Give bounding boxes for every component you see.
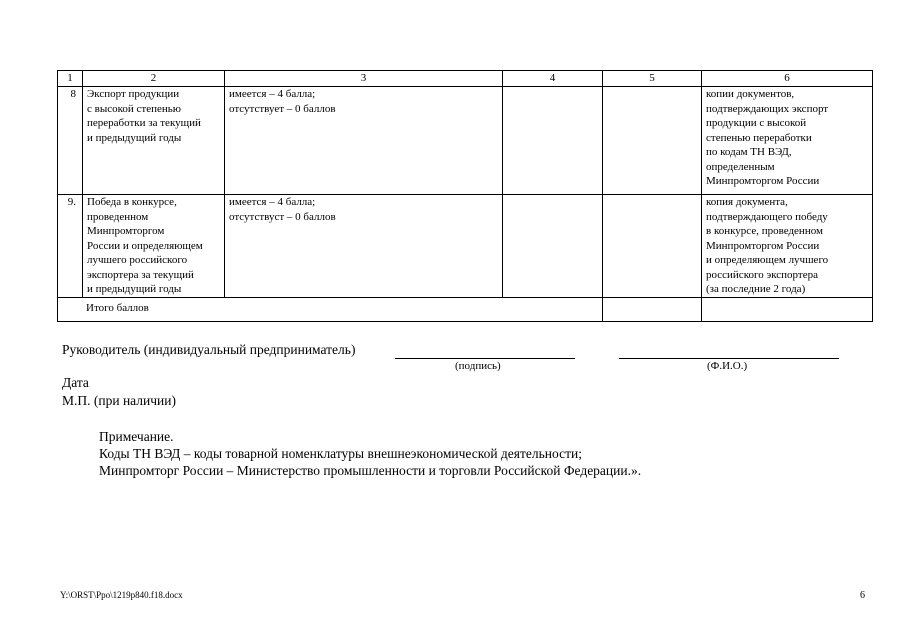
signature-blank	[395, 343, 575, 359]
criterion-cell: Победа в конкурсе, проведенном Минпромторгом России и определяющем лучшего российского экспортера за текущий и предыдущий годы	[83, 195, 225, 298]
signature-caption: (подпись)	[455, 360, 501, 372]
empty-cell	[603, 87, 702, 195]
column-header: 6	[702, 71, 873, 87]
table-row	[58, 195, 873, 298]
empty-cell	[503, 87, 603, 195]
name-caption: (Ф.И.О.)	[707, 360, 748, 372]
total-label: Итого баллов	[58, 298, 603, 322]
column-header: 4	[503, 71, 603, 87]
page-number: 6	[860, 590, 865, 601]
points-cell: имеется – 4 балла; отсутствуст – 0 баллов	[225, 195, 503, 298]
criterion-cell: Экспорт продукции с высокой степенью переработки за текущий и предыдущий годы	[83, 87, 225, 195]
column-header: 1	[58, 71, 83, 87]
note-title: Примечание.	[99, 429, 174, 444]
empty-cell	[603, 195, 702, 298]
table-row	[58, 87, 873, 195]
empty-cell	[503, 195, 603, 298]
total-value-cell	[603, 298, 702, 322]
name-blank	[619, 343, 839, 359]
signature-label: Руководитель (индивидуальный предприниматель)	[62, 342, 356, 357]
criteria-table	[57, 70, 873, 322]
file-path-footer: Y:\ORST\Ppo\1219p840.f18.docx	[60, 590, 183, 600]
documents-cell: копия документа, подтверждающего победу в конкурсе, проведенном Минпромторгом России и определяющем лучшего российского экспортера (за последние 2 года)	[702, 195, 873, 298]
table-header-row	[58, 71, 873, 87]
date-label: Дата	[62, 375, 89, 390]
column-header: 2	[83, 71, 225, 87]
total-empty-cell	[702, 298, 873, 322]
column-header: 3	[225, 71, 503, 87]
note-line: Минпромторг России – Министерство промышленности и торговли Российской Федерации.».	[99, 463, 642, 478]
column-header: 5	[603, 71, 702, 87]
row-number: 9.	[58, 195, 83, 298]
points-cell: имеется – 4 балла; отсутствует – 0 баллов	[225, 87, 503, 195]
stamp-label: М.П. (при наличии)	[62, 393, 176, 408]
note-line: Коды ТН ВЭД – коды товарной номенклатуры внешнеэкономической деятельности;	[99, 446, 582, 461]
documents-cell: копии документов, подтверждающих экспорт продукции с высокой степенью переработки по кодам ТН ВЭД, определенным Минпромторгом России	[702, 87, 873, 195]
row-number: 8	[58, 87, 83, 195]
total-row	[58, 298, 873, 322]
